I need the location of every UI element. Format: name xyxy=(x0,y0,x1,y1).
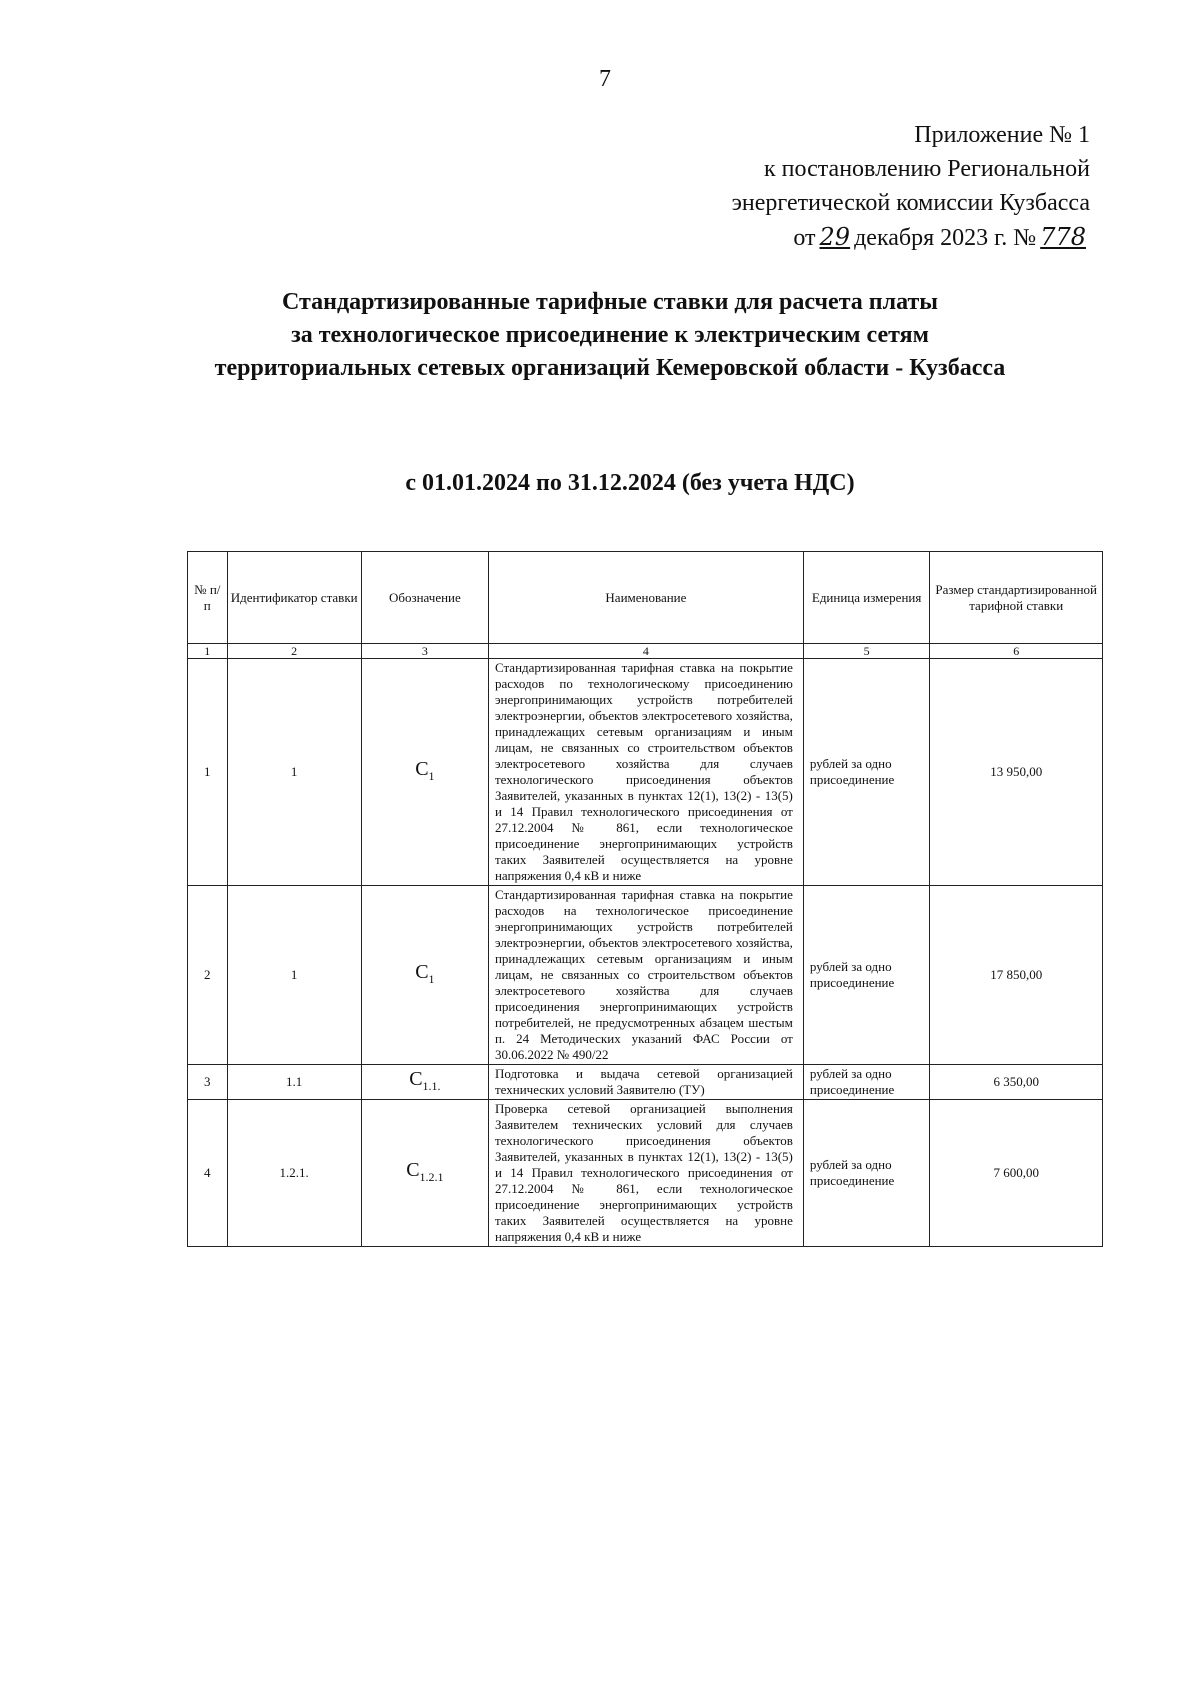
rate-name: Проверка сетевой организацией выполнения Заявителем технических условий для случаев технологического присоединения объектов Заявителей, указанных в пунктах 12(1), 13(2) - 13(5) и 14 Правил технологического присоединения от 27.12.2004 № 861, если технологическое присоединение энергопринимающих устройств таких Заявителей осуществляется на уровне напряжения 0,4 кВ и ниже xyxy=(488,1100,803,1247)
header-id: Идентификатор ставки xyxy=(227,552,361,644)
row-number: 4 xyxy=(188,1100,228,1247)
rate-value: 17 850,00 xyxy=(930,886,1103,1065)
rate-designation: $C_1$ xyxy=(361,886,488,1065)
page-number: 7 xyxy=(599,66,611,92)
column-number: 4 xyxy=(488,644,803,659)
header-row xyxy=(188,552,1103,644)
rate-id: 1.2.1. xyxy=(227,1100,361,1247)
rates-table xyxy=(187,551,1103,1247)
rate-unit: рублей за одно присоединение xyxy=(803,886,930,1065)
appendix-date-line xyxy=(732,220,1090,255)
appendix-line-3: энергетической комиссии Кузбасса xyxy=(731,190,1090,216)
header-designation: Обозначение xyxy=(361,552,488,644)
row-number: 2 xyxy=(188,886,228,1065)
rate-id: 1 xyxy=(227,886,361,1065)
column-number: 2 xyxy=(227,644,361,659)
appendix-line-1: Приложение № 1 xyxy=(914,122,1090,148)
table-row xyxy=(188,886,1103,1065)
rate-unit: рублей за одно присоединение xyxy=(803,1100,930,1247)
row-number: 3 xyxy=(188,1065,228,1100)
handwritten-day: 29 xyxy=(819,223,851,251)
header-unit: Единица измерения xyxy=(803,552,930,644)
rate-id: 1.1 xyxy=(227,1065,361,1100)
rate-name: Стандартизированная тарифная ставка на покрытие расходов на технологическое присоединение энергопринимающих устройств потребителей электроэнергии, объектов электросетевого хозяйства, принадлежащих сетевым организациям и иным лицам, не связанных со строительством объектов электросетевого хозяйства для случаев присоединения энергопринимающих устройств потребителей, не предусмотренных абзацем шестым п. 24 Методических указаний ФАС России от 30.06.2022 № 490/22 xyxy=(488,886,803,1065)
rate-value: 13 950,00 xyxy=(930,659,1103,886)
header-no: № п/п xyxy=(188,552,228,644)
header-name: Наименование xyxy=(488,552,803,644)
column-number: 3 xyxy=(361,644,488,659)
date-text: декабря 2023 г. № xyxy=(854,225,1037,251)
column-number: 5 xyxy=(803,644,930,659)
column-number: 6 xyxy=(930,644,1103,659)
table-row xyxy=(188,659,1103,886)
rate-id: 1 xyxy=(227,659,361,886)
from-label: от xyxy=(793,225,816,251)
document-title xyxy=(0,286,1200,385)
rate-value: 7 600,00 xyxy=(930,1100,1103,1247)
title-line-2: за технологическое присоединение к электрическим сетям xyxy=(291,322,929,348)
rate-designation: $C_1$ xyxy=(361,659,488,886)
rate-name: Стандартизированная тарифная ставка на покрытие расходов по технологическому присоединению энергопринимающих устройств потребителей электроэнергии, объектов электросетевого хозяйства, принадлежащих сетевым организациям и иным лицам, не связанных со строительством объектов электросетевого хозяйства для случаев технологического присоединения объектов Заявителей, указанных в пунктах 12(1), 13(2) - 13(5) и 14 Правил технологического присоединения от 27.12.2004 № 861, если технологическое присоединение энергопринимающих устройств таких Заявителей осуществляется на уровне напряжения 0,4 кВ и ниже xyxy=(488,659,803,886)
rate-designation: $C_{1.1.}$ xyxy=(361,1065,488,1100)
table-row xyxy=(188,1065,1103,1100)
validity-period: с 01.01.2024 по 31.12.2024 (без учета НДС) xyxy=(405,470,855,496)
rate-unit: рублей за одно присоединение xyxy=(803,1065,930,1100)
title-line-1: Стандартизированные тарифные ставки для расчета платы xyxy=(282,289,938,315)
appendix-header xyxy=(732,118,1090,255)
rate-value: 6 350,00 xyxy=(930,1065,1103,1100)
handwritten-number: 778 xyxy=(1040,223,1086,251)
title-line-3: территориальных сетевых организаций Кемеровской области - Кузбасса xyxy=(214,355,1006,381)
table-row xyxy=(188,1100,1103,1247)
column-number-row xyxy=(188,644,1103,659)
row-number: 1 xyxy=(188,659,228,886)
rate-designation: $C_{1.2.1}$ xyxy=(361,1100,488,1247)
appendix-line-2: к постановлению Региональной xyxy=(764,156,1090,182)
rate-name: Подготовка и выдача сетевой организацией технических условий Заявителю (ТУ) xyxy=(488,1065,803,1100)
column-number: 1 xyxy=(188,644,228,659)
header-size: Размер стандартизированной тарифной ставки xyxy=(930,552,1103,644)
rate-unit: рублей за одно присоединение xyxy=(803,659,930,886)
